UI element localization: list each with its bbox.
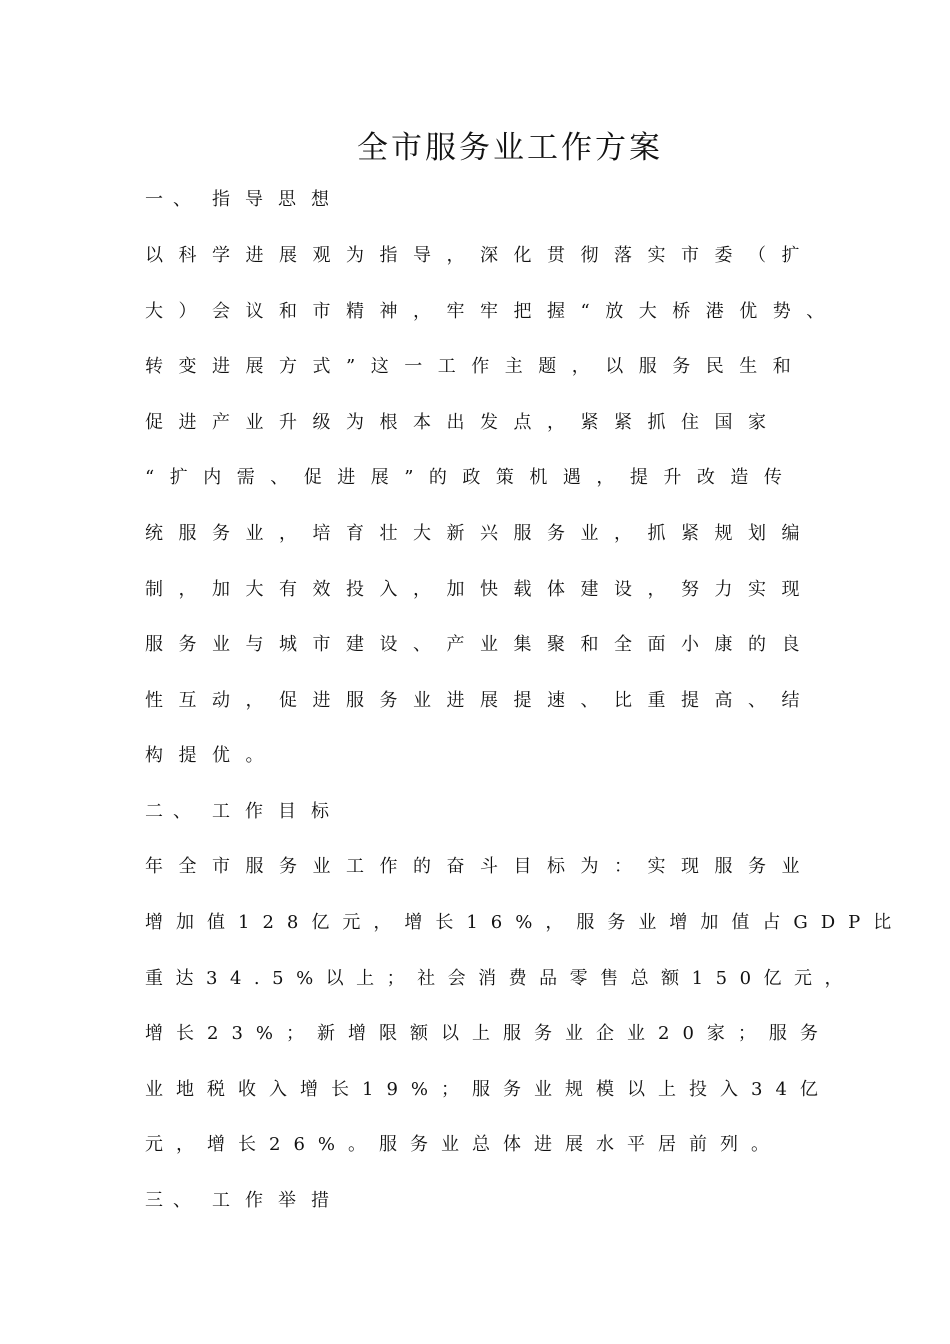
paragraph-line: 业地税收入增长19%；服务业规模以上投入34亿 — [145, 1079, 831, 1100]
paragraph-line: 性互动，促进服务业进展提速、比重提高、结 — [145, 690, 815, 711]
paragraph-line: 服务业与城市建设、产业集聚和全面小康的良 — [145, 634, 815, 655]
paragraph-line: 元，增长26%。服务业总体进展水平居前列。 — [145, 1134, 783, 1155]
paragraph-line: “扩内需、促进展”的政策机遇，提升改造传 — [145, 467, 798, 488]
paragraph-line: 促进产业升级为根本出发点，紧紧抓住国家 — [145, 412, 782, 433]
paragraph-line: 年全市服务业工作的奋斗目标为：实现服务业 — [145, 856, 815, 877]
section-heading-3 — [145, 1186, 344, 1216]
paragraph-line: 增长23%；新增限额以上服务业企业20家；服务 — [145, 1023, 831, 1044]
section-heading-1 — [145, 185, 344, 215]
paragraph-line: 构提优。 — [145, 745, 279, 766]
paragraph-line: 以科学进展观为指导，深化贯彻落实市委（扩 — [145, 245, 815, 266]
document-title: 全市服务业工作方案 — [357, 130, 663, 166]
section-number: 三、 — [145, 1190, 201, 1211]
paragraph-line: 转变进展方式”这一工作主题，以服务民生和 — [145, 356, 807, 377]
paragraph-line: 大）会议和市精神，牢牢把握“放大桥港优势、 — [145, 301, 840, 322]
paragraph-line: 增加值128亿元，增长16%，服务业增加值占GDP比 — [145, 912, 905, 933]
section-number: 二、 — [145, 801, 201, 822]
paragraph-line: 重达34.5%以上；社会消费品零售总额150亿元， — [145, 968, 856, 989]
section-heading-text: 工作举措 — [212, 1190, 344, 1211]
section-heading-text: 工作目标 — [212, 801, 344, 822]
section-heading-text: 指导思想 — [212, 189, 344, 210]
paragraph-line: 制，加大有效投入，加快载体建设，努力实现 — [145, 579, 815, 600]
section-number: 一、 — [145, 189, 201, 210]
section-heading-2 — [145, 797, 344, 827]
paragraph-line: 统服务业，培育壮大新兴服务业，抓紧规划编 — [145, 523, 815, 544]
